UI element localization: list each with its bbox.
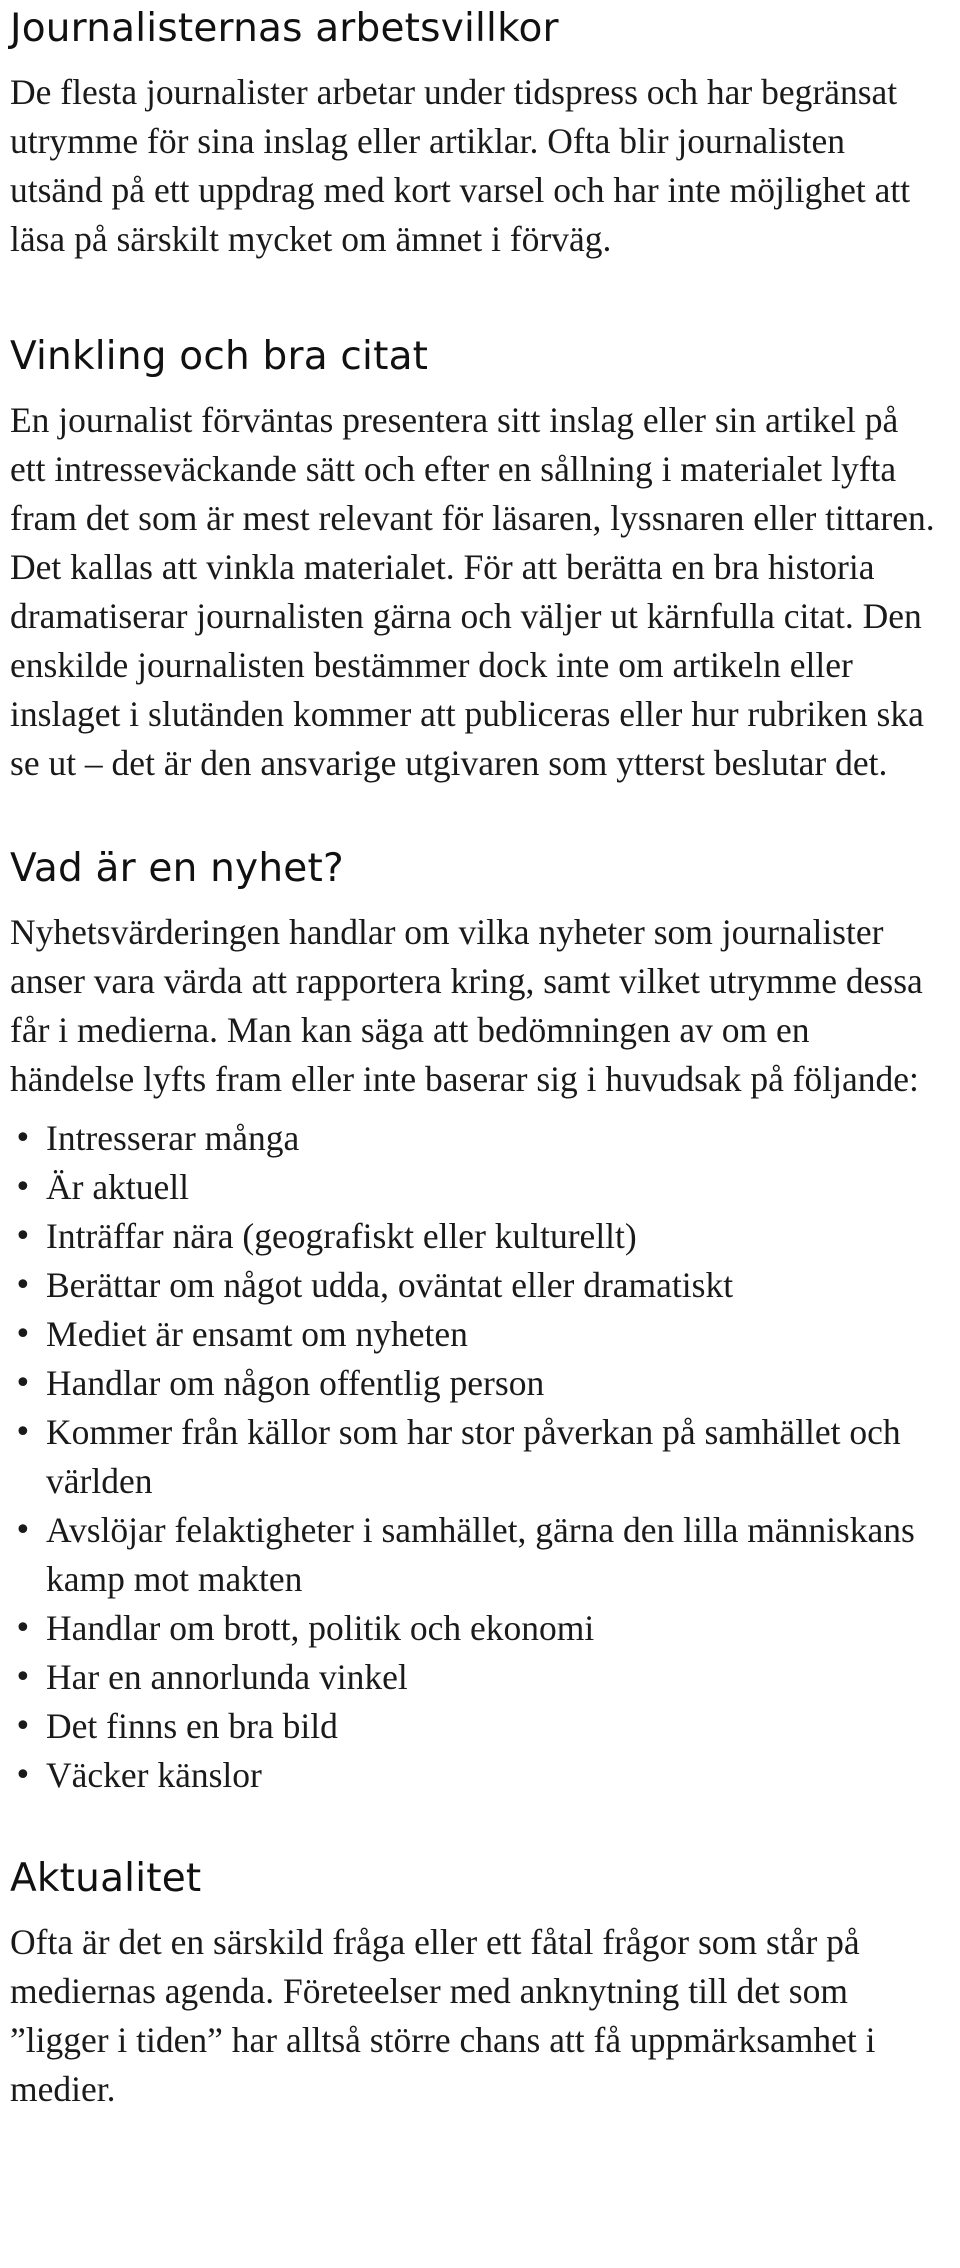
bullet-icon: •: [14, 1219, 32, 1254]
list-item-text: Har en annorlunda vinkel: [46, 1657, 408, 1697]
section-heading: Vad är en nyhet?: [10, 846, 344, 891]
list-item-text: Det finns en bra bild: [46, 1706, 338, 1746]
news-criteria-list: [10, 1114, 940, 1800]
list-item: [10, 1506, 940, 1604]
section-heading: Vinkling och bra citat: [10, 334, 429, 379]
list-item: [10, 1212, 940, 1261]
bullet-icon: •: [14, 1366, 32, 1401]
bullet-icon: •: [14, 1170, 32, 1205]
list-item: [10, 1359, 940, 1408]
list-item-text: Avslöjar felaktigheter i samhället, gärna den lilla människans kamp mot makten: [46, 1510, 915, 1599]
section-aktualitet: [10, 1856, 940, 2114]
list-item: [10, 1163, 940, 1212]
list-item-text: Handlar om någon offentlig person: [46, 1363, 545, 1403]
section-arbetsvillkor: [10, 6, 940, 264]
bullet-icon: •: [14, 1121, 32, 1156]
list-item-text: Är aktuell: [46, 1167, 189, 1207]
list-item-text: Intresserar många: [46, 1118, 300, 1158]
section-paragraph: Nyhetsvärderingen handlar om vilka nyheter som journalister anser vara värda att rapportera kring, samt vilket utrymme dessa får i medierna. Man kan säga att bedömningen av om en händelse lyfts fram eller inte baserar sig i huvudsak på följande:: [10, 912, 923, 1099]
section-paragraph: En journalist förväntas presentera sitt inslag eller sin artikel på ett intresseväckande sätt och efter en sållning i materialet lyfta fram det som är mest relevant för läsaren, lyssnaren eller tittaren. Det kallas att vinkla materialet. För att berätta en bra historia dramatiserar journalisten gärna och väljer ut kärnfulla citat. Den enskilde journalisten bestämmer dock inte om artikeln eller inslaget i slutänden kommer att publiceras eller hur rubriken ska se ut – det är den ansvarige utgivaren som ytterst beslutar det.: [10, 400, 935, 783]
list-item-text: Väcker känslor: [46, 1755, 262, 1795]
list-item: [10, 1702, 940, 1751]
bullet-icon: •: [14, 1709, 32, 1744]
section-paragraph: De flesta journalister arbetar under tidspress och har begränsat utrymme för sina inslag eller artiklar. Ofta blir journalisten utsänd på ett uppdrag med kort varsel och har inte möjlighet att läsa på särskilt mycket om ämnet i förväg.: [10, 72, 911, 259]
section-nyhet: [10, 846, 940, 1800]
list-item: [10, 1604, 940, 1653]
section-vinkling: [10, 334, 940, 788]
list-item-text: Mediet är ensamt om nyheten: [46, 1314, 468, 1354]
section-heading: Journalisternas arbetsvillkor: [10, 6, 559, 51]
list-item-text: Inträffar nära (geografiskt eller kulturellt): [46, 1216, 637, 1256]
bullet-icon: •: [14, 1513, 32, 1548]
list-item-text: Kommer från källor som har stor påverkan på samhället och världen: [46, 1412, 901, 1501]
list-item: [10, 1653, 940, 1702]
list-item-text: Berättar om något udda, oväntat eller dramatiskt: [46, 1265, 734, 1305]
bullet-icon: •: [14, 1415, 32, 1450]
list-item: [10, 1751, 940, 1800]
bullet-icon: •: [14, 1758, 32, 1793]
list-item-text: Handlar om brott, politik och ekonomi: [46, 1608, 595, 1648]
bullet-icon: •: [14, 1660, 32, 1695]
bullet-icon: •: [14, 1317, 32, 1352]
bullet-icon: •: [14, 1611, 32, 1646]
list-item: [10, 1114, 940, 1163]
section-paragraph: Ofta är det en särskild fråga eller ett fåtal frågor som står på mediernas agenda. Företeelser med anknytning till det som ”ligger i tiden” har alltså större chans att få uppmärksamhet i medier.: [10, 1922, 876, 2109]
list-item: [10, 1261, 940, 1310]
section-heading: Aktualitet: [10, 1856, 202, 1901]
bullet-icon: •: [14, 1268, 32, 1303]
list-item: [10, 1310, 940, 1359]
list-item: [10, 1408, 940, 1506]
